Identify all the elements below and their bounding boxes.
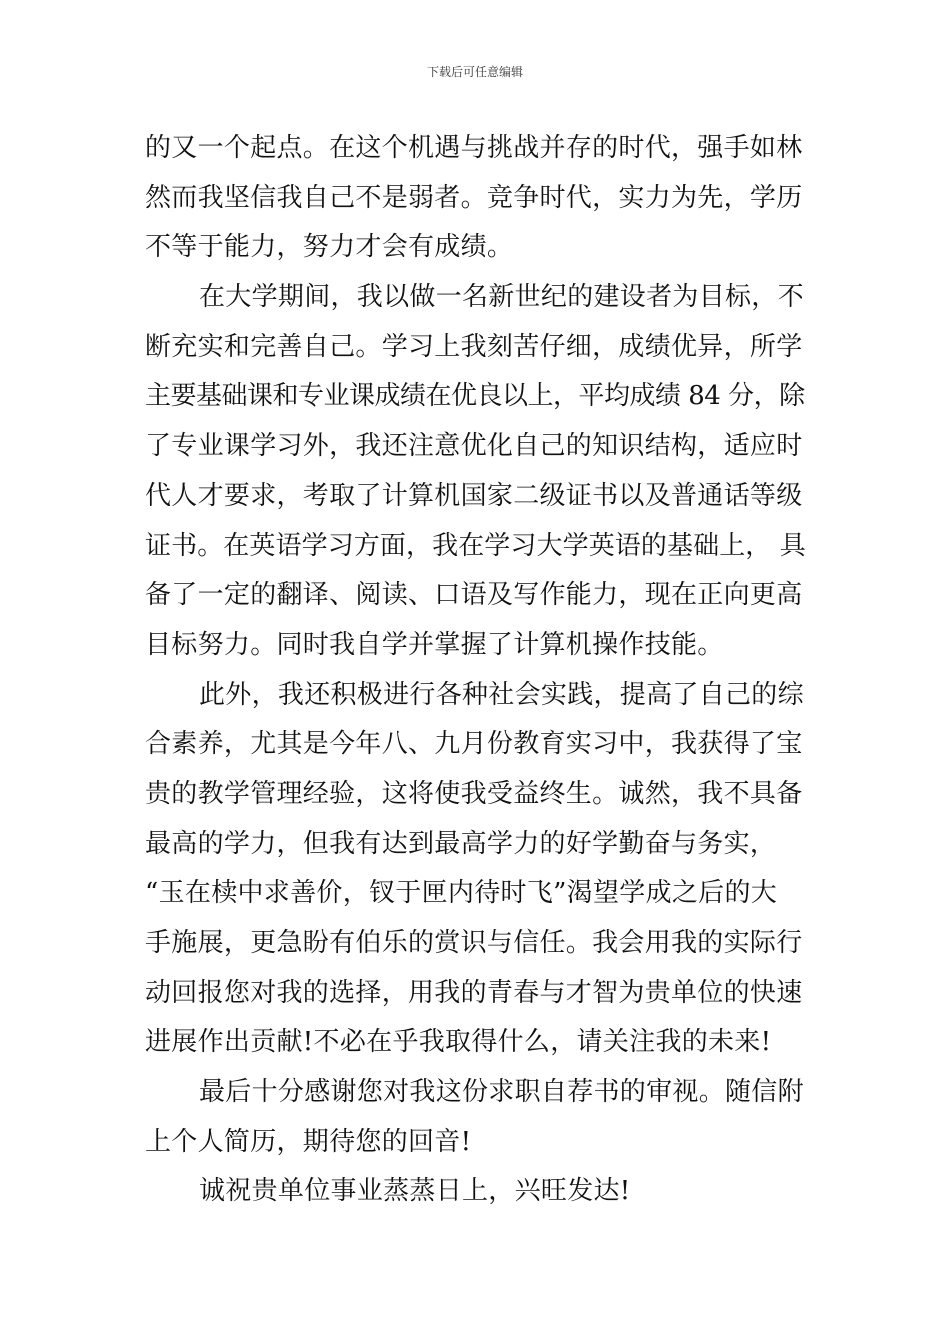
text-line: 最高的学力，但我有达到最高学力的好学勤奋与务实，	[145, 828, 777, 859]
text-line: 代人才要求，考取了计算机国家二级证书以及普通话等级	[145, 480, 803, 511]
text-line: 的又一个起点。在这个机遇与挑战并存的时代，强手如林	[145, 133, 803, 163]
text-line: 手施展，更急盼有伯乐的赏识与信任。我会用我的实际行	[145, 928, 803, 958]
text-line: 进展作出贡献!不必在乎我取得什么，请关注我的未来!	[145, 1027, 772, 1058]
page-header-note: 下载后可任意编辑	[426, 65, 523, 79]
text-line: 了专业课学习外，我还注意优化自己的知识结构，适应时	[145, 431, 803, 462]
text-line: “玉在椟中求善价，钗于匣内待时飞”渴望学成之后的大	[145, 878, 778, 909]
paragraph-first-line: 最后十分感谢您对我这份求职自荐书的审视。随信附	[199, 1077, 804, 1108]
text-line: 然而我坚信我自己不是弱者。竞争时代，实力为先，学历	[145, 182, 803, 213]
text-line: 备了一定的翻译、阅读、口语及写作能力，现在正向更高	[145, 580, 803, 611]
text-line: 合素养，尤其是今年八、九月份教育实习中，我获得了宝	[145, 729, 803, 760]
paragraph-first-line: 在大学期间，我以做一名新世纪的建设者为目标，不	[199, 282, 804, 313]
text-line: 主要基础课和专业课成绩在优良以上，平均成绩 84 分，除	[145, 381, 805, 412]
text-line: 证书。在英语学习方面，我在学习大学英语的基础上， 具	[145, 530, 806, 561]
text-line: 贵的教学管理经验，这将使我受益终生。诚然，我不具备	[145, 778, 803, 809]
text-line: 上个人简历，期待您的回音!	[145, 1126, 472, 1157]
closing-line: 诚祝贵单位事业蒸蒸日上，兴旺发达!	[199, 1176, 631, 1207]
paragraph-first-line: 此外，我还积极进行各种社会实践，提高了自己的综	[199, 679, 804, 710]
letter-body	[145, 124, 807, 1217]
text-line: 目标努力。同时我自学并掌握了计算机操作技能。	[145, 629, 724, 660]
text-line: 不等于能力，努力才会有成绩。	[145, 232, 514, 263]
text-line: 断充实和完善自己。学习上我刻苦仔细，成绩优异，所学	[145, 331, 803, 362]
text-line: 动回报您对我的选择，用我的青春与才智为贵单位的快速	[145, 977, 803, 1008]
